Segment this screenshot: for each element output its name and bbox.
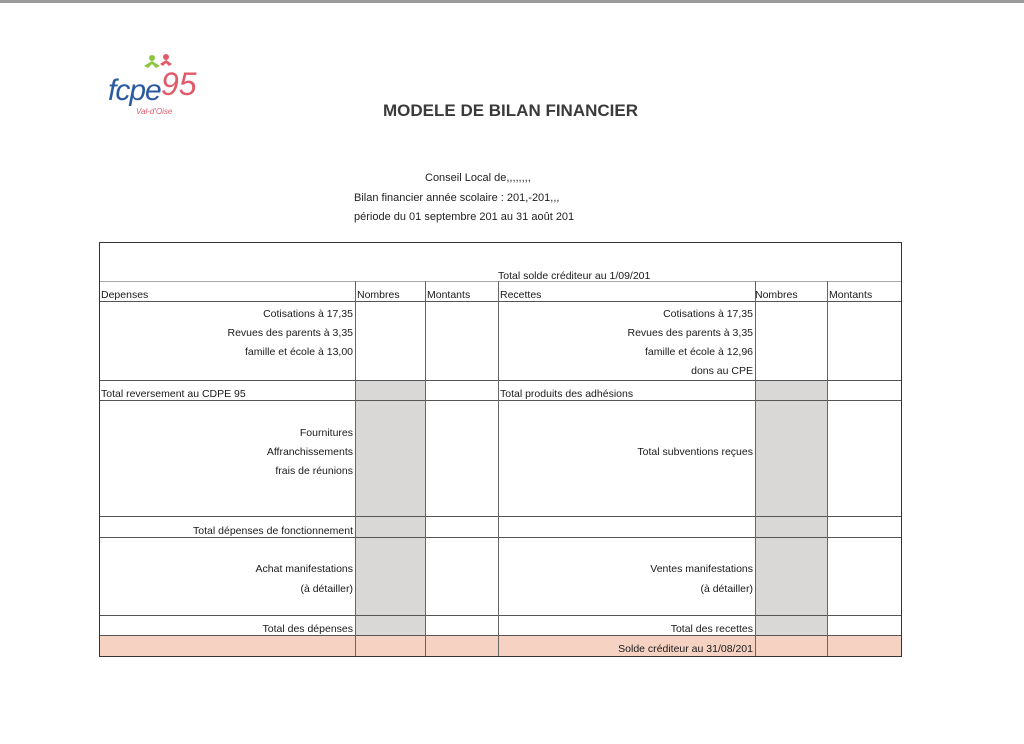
rule — [100, 516, 901, 517]
school-year-line: Bilan financier année scolaire : 201,-201,,, — [354, 192, 560, 204]
opening-balance-label: Total solde créditeur au 1/09/201 — [498, 270, 651, 282]
depenses-montants-header: Montants — [427, 289, 471, 301]
scan-edge-line — [0, 0, 1024, 3]
shade-cell — [755, 400, 827, 516]
depenses-header: Depenses — [101, 289, 149, 301]
total-reversement-label: Total reversement au CDPE 95 — [101, 388, 246, 400]
recettes-montants-header: Montants — [829, 289, 873, 301]
total-recettes-label: Total des recettes — [670, 623, 753, 635]
period-line: période du 01 septembre 201 au 31 août 201 — [354, 211, 575, 223]
fcpe-logo — [108, 52, 208, 118]
page-title: MODELE DE BILAN FINANCIER — [383, 101, 638, 120]
conseil-local-line: Conseil Local de,,,,,,,, — [425, 172, 531, 184]
total-subventions-label: Total subventions reçues — [637, 446, 753, 458]
ventes-detail-note: (à détailler) — [700, 583, 753, 595]
total-depenses-label: Total des dépenses — [262, 623, 353, 635]
recette-cotisations: Cotisations à 17,35 — [663, 308, 753, 320]
depense-frais-reunions: frais de réunions — [275, 465, 353, 477]
shade-cell — [355, 400, 425, 516]
depense-fournitures: Fournitures — [299, 427, 353, 439]
shade-cell — [355, 380, 425, 400]
rule — [100, 400, 901, 401]
depense-affranchissements: Affranchissements — [266, 446, 353, 458]
recettes-nombres-header: Nombres — [755, 289, 798, 301]
achat-manifestations-label: Achat manifestations — [255, 563, 353, 575]
shade-cell — [755, 537, 827, 615]
shade-cell — [355, 516, 425, 537]
total-produits-adhesions-label: Total produits des adhésions — [500, 388, 634, 400]
rule — [827, 281, 828, 656]
recette-famille-ecole: famille et école à 12,96 — [645, 346, 753, 358]
shade-cell — [355, 615, 425, 635]
ventes-manifestations-label: Ventes manifestations — [650, 563, 753, 575]
rule — [755, 281, 756, 656]
financial-table — [99, 242, 902, 657]
depense-famille-ecole: famille et école à 13,00 — [245, 346, 353, 358]
recette-revues: Revues des parents à 3,35 — [627, 327, 753, 339]
closing-row-highlight — [100, 635, 901, 656]
depense-cotisations: Cotisations à 17,35 — [263, 308, 353, 320]
rule — [100, 635, 901, 636]
logo-subtitle: Val-d'Oise — [136, 107, 173, 116]
rule — [100, 615, 901, 616]
rule — [425, 281, 426, 656]
rule — [100, 301, 901, 302]
recettes-header: Recettes — [500, 289, 542, 301]
recette-dons: dons au CPE — [691, 365, 753, 377]
shade-cell — [755, 516, 827, 537]
total-fonctionnement-label: Total dépenses de fonctionnement — [193, 525, 353, 537]
logo-number: 95 — [161, 66, 197, 102]
depenses-nombres-header: Nombres — [357, 289, 400, 301]
shade-cell — [755, 615, 827, 635]
logo-wordmark: fcpe — [108, 74, 161, 107]
depense-revues: Revues des parents à 3,35 — [227, 327, 353, 339]
rule — [100, 537, 901, 538]
closing-balance-label: Solde créditeur au 31/08/201 — [618, 643, 753, 655]
rule — [355, 281, 356, 656]
shade-cell — [355, 537, 425, 615]
rule — [498, 281, 499, 656]
shade-cell — [755, 380, 827, 400]
rule — [100, 380, 901, 381]
achat-detail-note: (à détailler) — [300, 583, 353, 595]
